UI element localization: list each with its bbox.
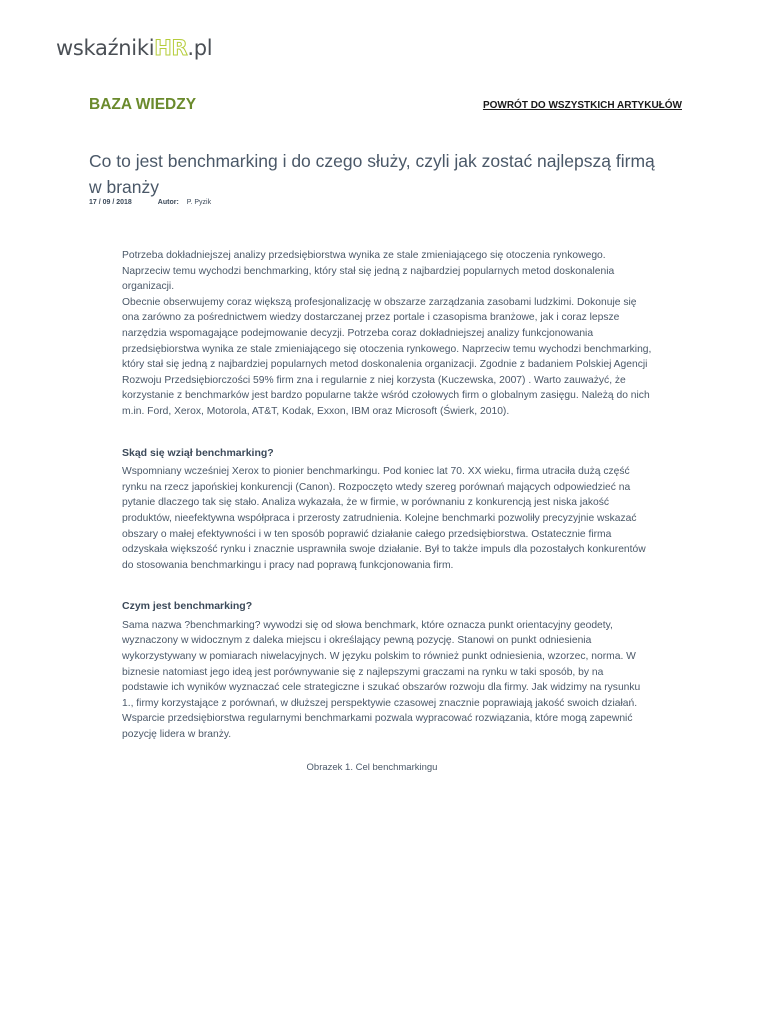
intro-paragraph-2: Obecnie obserwujemy coraz większą profesjonalizację w obszarze zarządzania zasobami ludzkimi. Dokonuje się ona zarówno za pośrednictwem wiedzy dostarczanej przez portale i czasopisma branżowe, jak i coraz lepsze narzędzia wspomagające podejmowanie decyzji. Potrzeba coraz dokładniejszej analizy funkcjonowania przedsiębiorstwa wynika ze stale zmieniającego się otoczenia rynkowego. Naprzeciw temu wychodzi benchmarking, który stał się jedną z najbardziej popularnych metod doskonalenia organizacji. Zgodnie z badaniem Polskiej Agencji Rozwoju Przedsiębiorczości 59% firm zna i regularnie z niej korzysta (Kuczewska, 2007) . Warto zauważyć, że korzystanie z benchmarków jest bardzo popularne także wśród czołowych firm o globalnym zasięgu. Należą do nich m.in. Ford, Xerox, Motorola, AT&T, Kodak, Exxon, IBM oraz Microsoft (Świerk, 2010). xyxy=(122,296,652,417)
logo-highlight: HR xyxy=(154,36,188,60)
figure-caption: Obrazek 1. Cel benchmarkingu xyxy=(306,761,438,773)
logo-prefix: wskaźniki xyxy=(56,36,155,60)
author-name: P. Pyzik xyxy=(186,199,212,206)
logo-suffix: .pl xyxy=(187,36,213,60)
section-origin xyxy=(122,446,652,574)
article-date: 17 / 09 / 2018 xyxy=(89,199,132,206)
intro-paragraph-1: Potrzeba dokładniejszej analizy przedsiębiorstwa wynika ze stale zmieniającego się otoczenia rynkowego. Naprzeciw temu wychodzi benchmarking, który stał się jedną z najbardziej popularnych metod doskonalenia organizacji. xyxy=(122,250,615,293)
article-meta xyxy=(89,199,211,206)
section-origin-body: Wspomniany wcześniej Xerox to pionier benchmarkingu. Pod koniec lat 70. XX wieku, firma utraciła dużą część rynku na rzecz japońskiej konkurencji (Canon). Rozpoczęto wtedy szereg porównań mających odpowiedzieć na pytanie dlaczego tak się stało. Analiza wykazała, że w firmie, w porównaniu z konkurencją jest niska jakość produktów, nieefektywna współpraca i przerosty zatrudnienia. Kolejne benchmarki pozwoliły precyzyjnie wskazać obszary o małej efektywności i w ten sposób poprawić działanie całego przedsiębiorstwa. Ostatecznie firma odzyskała większość rynku i znacznie usprawniła swoje działanie. Był to także impuls dla pozostałych konkurentów do stosowania benchmarkingu i pracy nad poprawą funkcjonowania firm. xyxy=(122,466,646,571)
section-definition xyxy=(122,599,652,742)
article-content xyxy=(122,248,652,775)
section-title: BAZA WIEDZY xyxy=(89,96,197,113)
section-origin-heading: Skąd się wziął benchmarking? xyxy=(122,446,274,459)
article-title: Co to jest benchmarking i do czego służy, czyli jak zostać najlepszą firmą w branży xyxy=(89,151,655,197)
site-logo[interactable] xyxy=(56,36,212,60)
back-to-articles-link[interactable]: POWRÓT DO WSZYSTKICH ARTYKUŁÓW xyxy=(482,100,682,111)
section-definition-heading: Czym jest benchmarking? xyxy=(122,600,253,613)
author-label: Autor: xyxy=(157,199,179,206)
section-definition-body: Sama nazwa ?benchmarking? wywodzi się od słowa benchmark, które oznacza punkt orientacyjny geodety, wyznaczony w widocznym z daleka miejscu i określający pewną pozycję. Stanowi on punkt odniesienia wykorzystywany w pomiarach niwelacyjnych. W języku polskim to również punkt odniesienia, wzorzec, norma. W biznesie natomiast jego ideą jest porównywanie się z najlepszymi graczami na rynku w taki sposób, by na podstawie ich wyników wyznaczać cele strategiczne i szukać obszarów rozwoju dla firmy. Jak widzimy na rysunku 1., firmy korzystające z porównań, w dłuższej perspektywie czasowej znacznie poprawiają jakość swoich działań. Wsparcie przedsiębiorstwa regularnymi benchmarkami pozwala wypracować rozwiązania, które mogą zapewnić pozycję lidera w branży. xyxy=(122,619,641,741)
